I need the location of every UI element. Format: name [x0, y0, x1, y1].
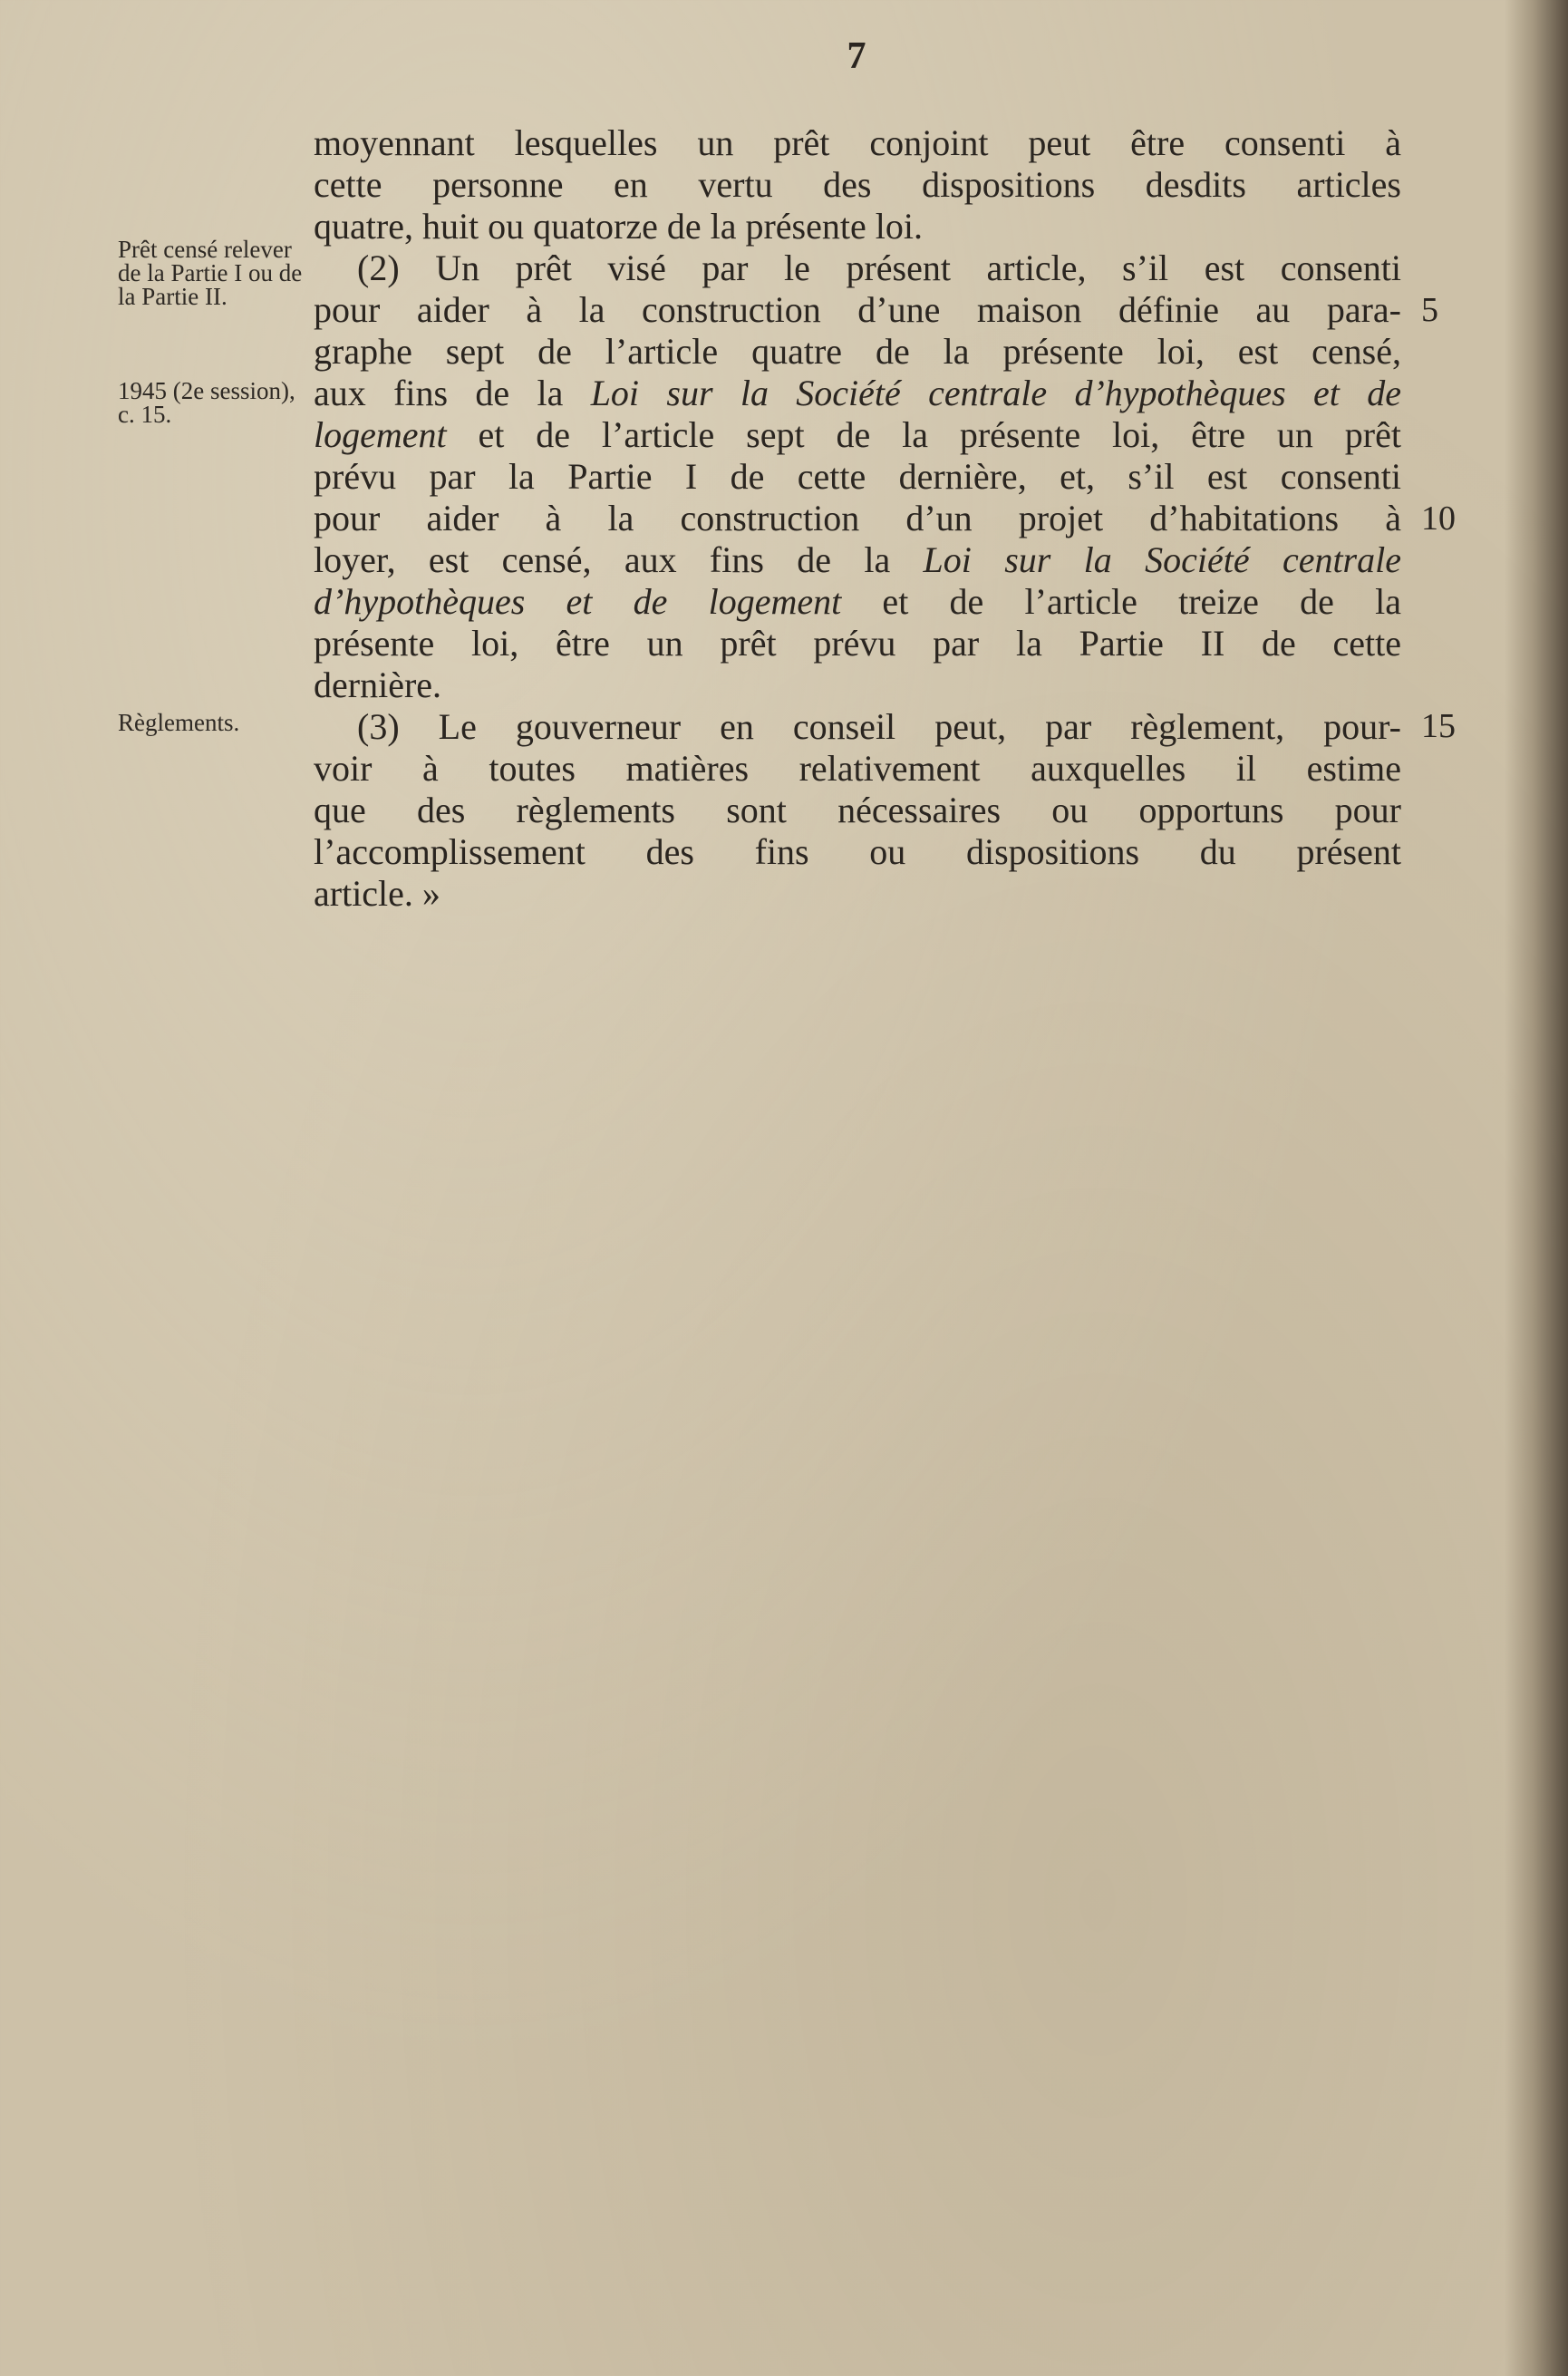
body-line: pour aider à la construction d’un projet d’habitations à [314, 498, 1401, 538]
body-line: dernière. [314, 664, 442, 705]
statute-title: Loi sur la Société centrale [923, 539, 1401, 580]
body-text-run: loyer, est censé, aux fins de la [314, 539, 924, 580]
body-line: présente loi, être un prêt prévu par la Partie II de cette [314, 623, 1401, 664]
body-line [314, 414, 1401, 456]
body-text-run: aux fins de la [314, 373, 591, 413]
body-line: article. » [314, 873, 440, 914]
statute-title: d’hypothèques et de logement [314, 581, 842, 622]
line-number-10: 10 [1421, 499, 1456, 538]
body-line: prévu par la Partie I de cette dernière, et, s’il est consenti [314, 456, 1401, 497]
statute-title: logement [314, 414, 447, 455]
body-line: (3) Le gouverneur en conseil peut, par règlement, pour- [357, 706, 1401, 747]
body-line: pour aider à la construction d’une maison définie au para- [314, 289, 1401, 330]
body-line: que des règlements sont nécessaires ou opportuns pour [314, 790, 1401, 830]
body-line: l’accomplissement des fins ou dispositions du présent [314, 831, 1401, 872]
body-line: cette personne en vertu des dispositions desdits articles [314, 164, 1401, 205]
body-line: quatre, huit ou quatorze de la présente loi. [314, 206, 923, 247]
page-edge-shadow [1505, 0, 1568, 2376]
body-text-run: et de l’article sept de la présente loi, être un prêt [446, 414, 1401, 455]
body-line: moyennant lesquelles un prêt conjoint peut être consenti à [314, 122, 1401, 163]
body-text [314, 122, 1401, 915]
body-line: voir à toutes matières relativement auxquelles il estime [314, 748, 1401, 789]
line-number-15: 15 [1421, 707, 1456, 745]
margin-note-regulations: Règlements. [118, 709, 240, 736]
margin-note-loan-deemed: Prêt censé relever de la Partie I ou de la Partie II. [118, 236, 303, 310]
body-line [314, 539, 1401, 581]
line-number-5: 5 [1421, 291, 1438, 329]
statute-title: Loi sur la Société centrale d’hypothèques et de [590, 373, 1402, 413]
body-line: (2) Un prêt visé par le présent article, s’il est consenti [357, 247, 1401, 288]
body-line [314, 373, 1401, 414]
body-line [314, 581, 1401, 623]
body-line: graphe sept de l’article quatre de la présente loi, est censé, [314, 331, 1401, 372]
page-number: 7 [847, 35, 866, 77]
margin-note-statute-reference: 1945 (2e session), c. 15. [118, 377, 295, 428]
body-text-run: et de l’article treize de la [841, 581, 1401, 622]
